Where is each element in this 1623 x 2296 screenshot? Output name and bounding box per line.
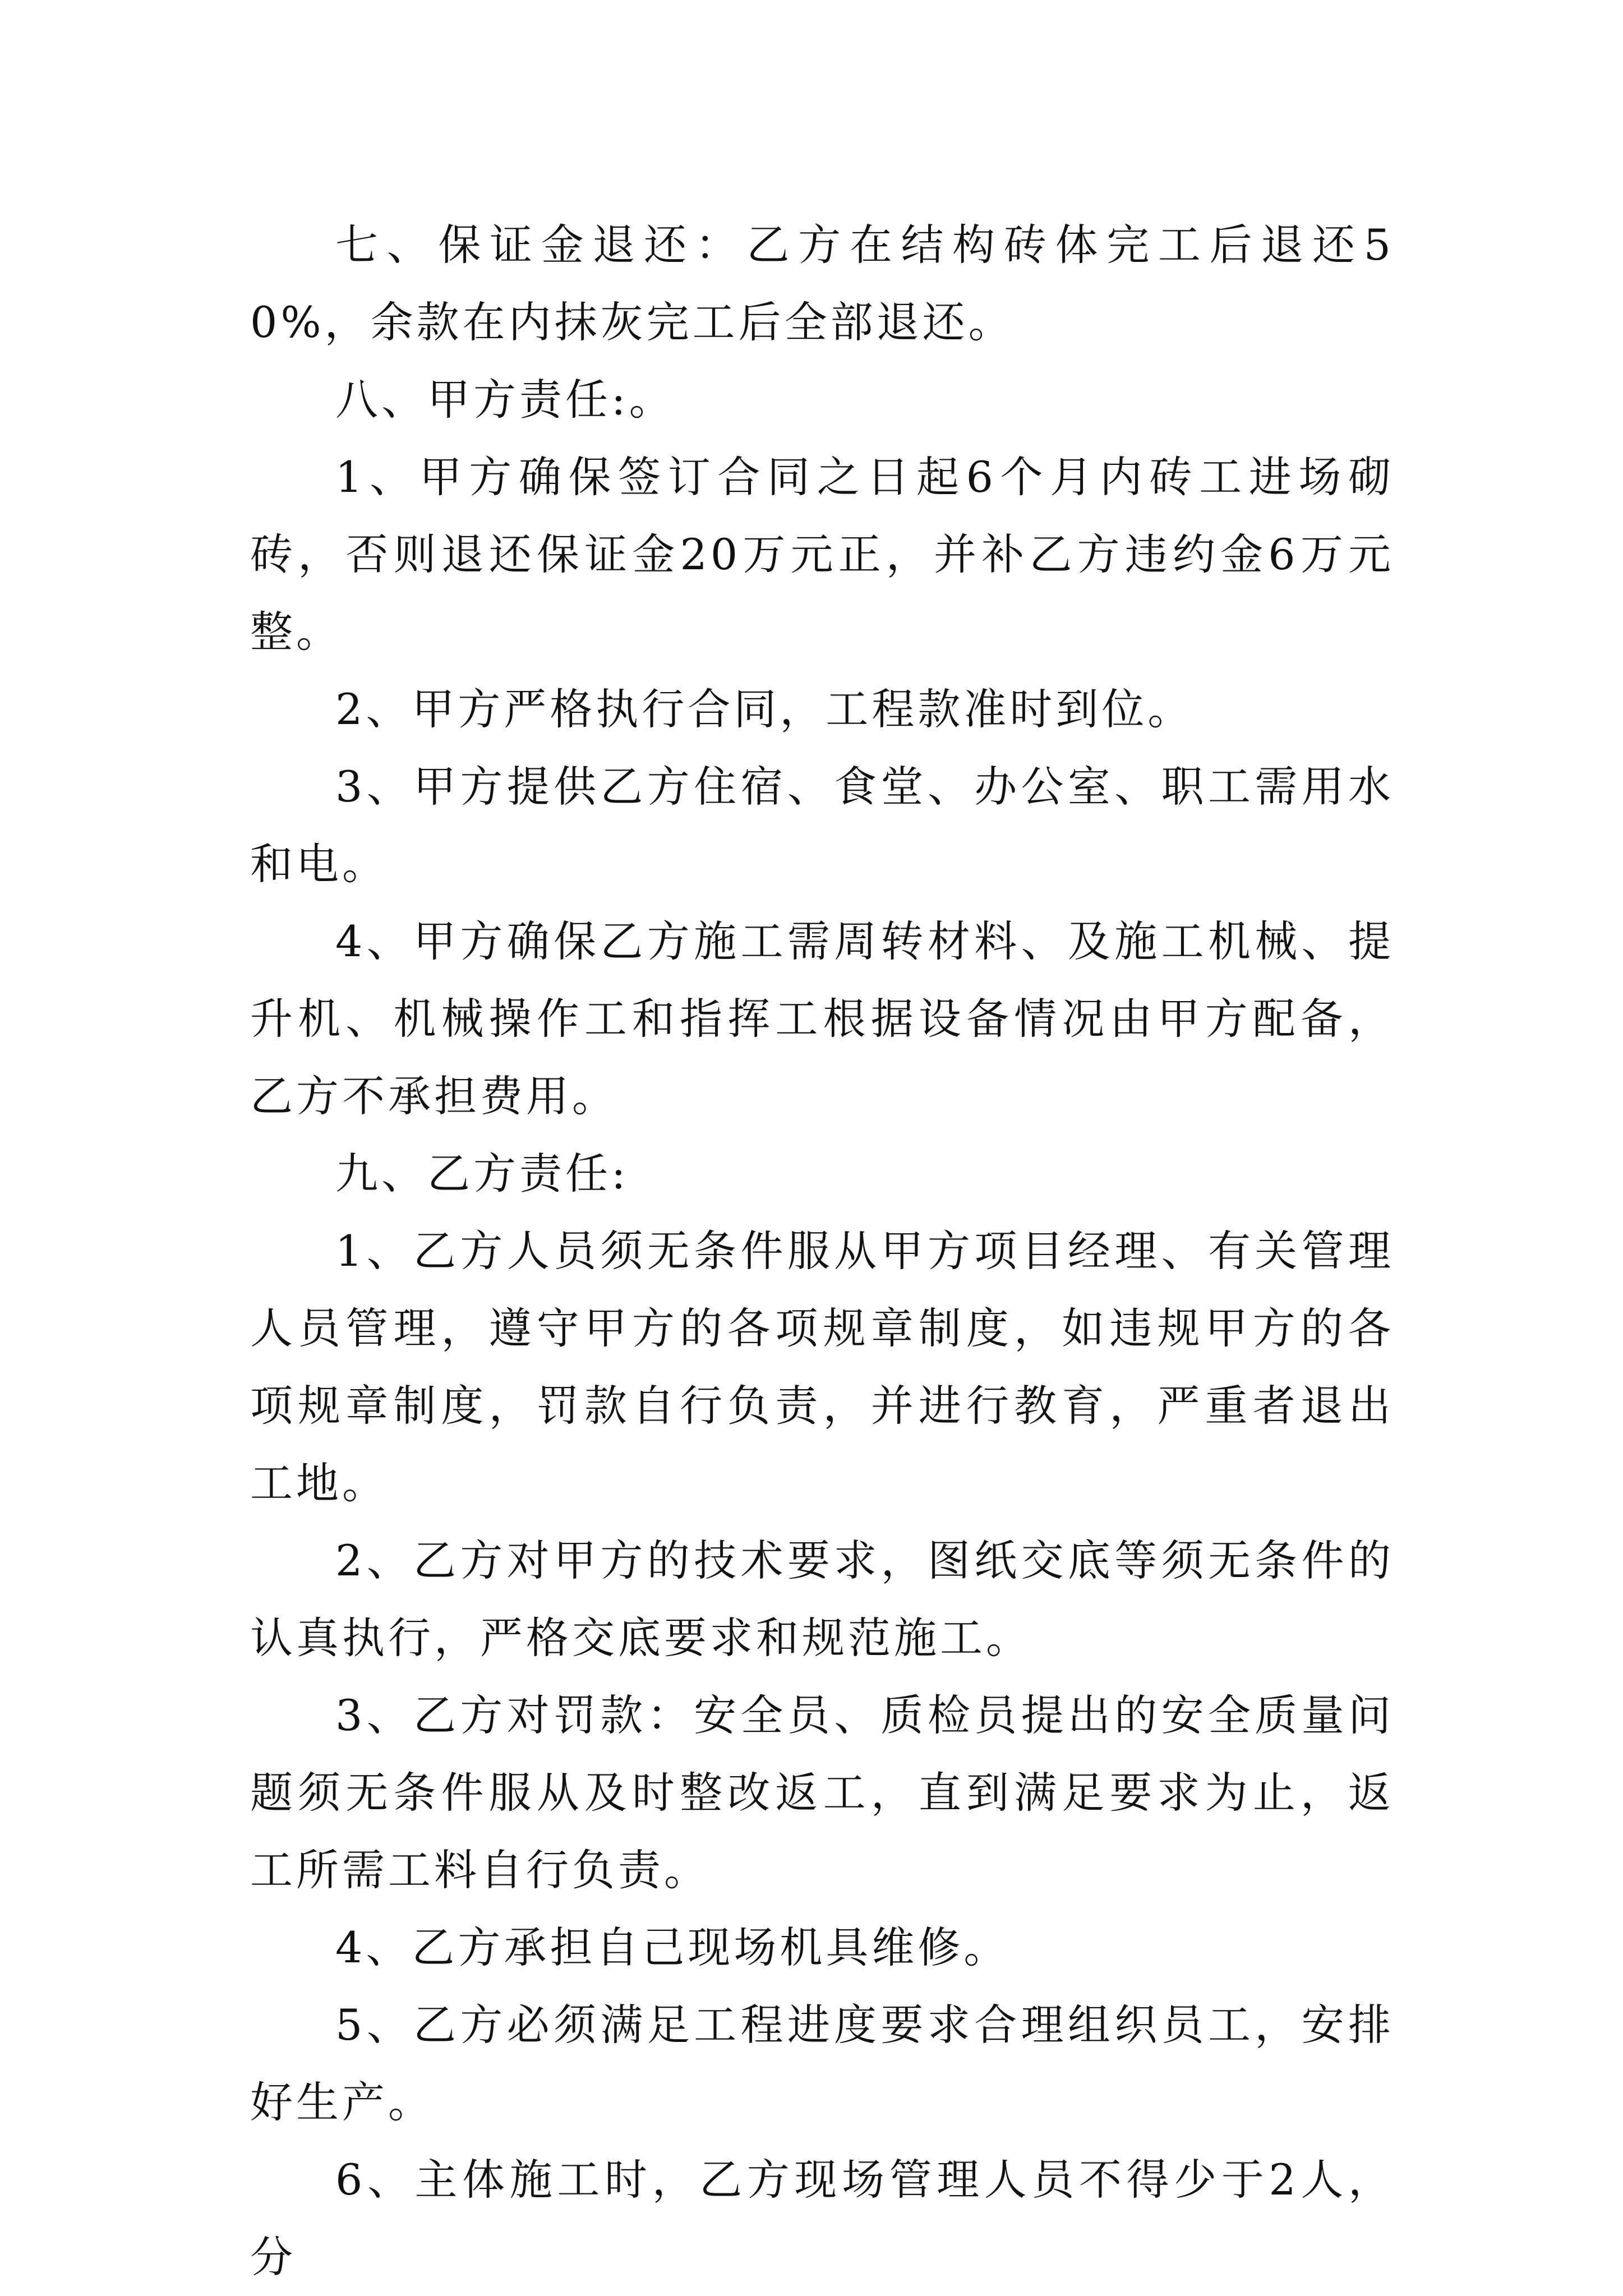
paragraph-party-b-item-4: 4、乙方承担自己现场机具维修。 xyxy=(335,1922,1010,1972)
heading-party-b-responsibilities: 九、乙方责任: xyxy=(335,1149,629,1198)
paragraph-party-a-item-4: 4、甲方确保乙方施工需周转材料、及施工机械、提升机、机械操作工和指挥工根据设备情况由甲方配备，乙方不承担费用。 xyxy=(250,916,1394,1121)
paragraph-party-b-item-3: 3、乙方对罚款：安全员、质检员提出的安全质量问题须无条件服从及时整改返工，直到满足要求为止，返工所需工料自行负责。 xyxy=(250,1690,1394,1895)
paragraph-party-b-item-1: 1、乙方人员须无条件服从甲方项目经理、有关管理人员管理，遵守甲方的各项规章制度，如违规甲方的各项规章制度，罚款自行负责，并进行教育，严重者退出工地。 xyxy=(250,1226,1394,1508)
paragraph-party-b-item-6: 6、主体施工时，乙方现场管理人员不得少于2人，分 xyxy=(250,2155,1394,2282)
paragraph-deposit-refund: 七、保证金退还：乙方在结构砖体完工后退还50%，余款在内抹灰完工后全部退还。 xyxy=(250,220,1394,347)
document-body xyxy=(250,206,1394,2296)
paragraph-party-b-item-5: 5、乙方必须满足工程进度要求合理组织员工，安排好生产。 xyxy=(250,2000,1394,2127)
heading-party-a-responsibilities: 八、甲方责任:。 xyxy=(335,375,675,425)
paragraph-party-a-item-2: 2、甲方严格执行合同，工程款准时到位。 xyxy=(335,684,1194,734)
paragraph-party-a-item-1: 1、甲方确保签订合同之日起6个月内砖工进场砌砖，否则退还保证金20万元正，并补乙方违约金6万元整。 xyxy=(250,452,1394,657)
paragraph-party-a-item-3: 3、甲方提供乙方住宿、食堂、办公室、职工需用水和电。 xyxy=(250,762,1394,889)
paragraph-party-b-item-2: 2、乙方对甲方的技术要求，图纸交底等须无条件的认真执行，严格交底要求和规范施工。 xyxy=(250,1536,1394,1663)
